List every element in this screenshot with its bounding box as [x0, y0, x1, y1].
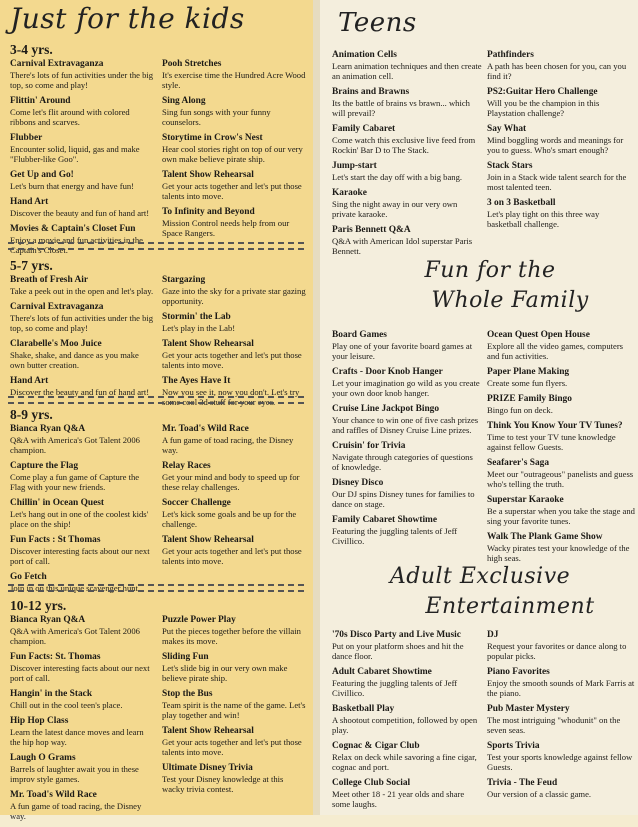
activity-item — [10, 790, 155, 821]
activity-item — [162, 59, 307, 90]
activity-item — [162, 726, 307, 757]
activity-title: Flittin' Around — [10, 96, 71, 106]
activity-title: Carnival Extravaganza — [10, 302, 104, 312]
activity-description: Explore all the video games, computers and fun activities. — [487, 341, 624, 361]
activity-title: Talent Show Rehearsal — [162, 726, 254, 736]
age-heading-8-9: 8-9 yrs. — [10, 407, 53, 422]
age-heading-5-7: 5-7 yrs. — [10, 258, 53, 273]
activity-title: Capture the Flag — [10, 461, 79, 471]
activity-title: Walk The Plank Game Show — [487, 532, 603, 542]
activity-description: Bingo fun on deck. — [487, 405, 553, 415]
kids-5-7-right — [162, 275, 307, 413]
activity-title: Puzzle Power Play — [162, 615, 236, 625]
activity-title: Adult Cabaret Showtime — [332, 667, 432, 677]
teens-heading: Teens — [338, 8, 417, 38]
teens-left — [332, 50, 482, 262]
activity-item — [332, 630, 482, 661]
family-heading — [370, 256, 610, 316]
activity-description: The most intriguing "whodunit" on the seven seas. — [487, 715, 621, 735]
activity-item — [332, 367, 482, 398]
activity-description: Gaze into the sky for a private star gazing opportunity. — [162, 286, 306, 306]
activity-item — [10, 716, 155, 747]
activity-item — [10, 376, 155, 397]
activity-item — [162, 615, 307, 646]
activity-title: 3 on 3 Basketball — [487, 198, 556, 208]
activity-description: Mission Control needs help from our Space Rangers. — [162, 218, 290, 238]
activity-description: Get your acts together and let's put those talents into move. — [162, 546, 302, 566]
activity-title: Fun Facts : St Thomas — [10, 535, 101, 545]
activity-title: Family Cabaret — [332, 124, 396, 134]
activity-title: Family Cabaret Showtime — [332, 515, 438, 525]
kids-5-7-left — [10, 275, 155, 403]
activity-description: Come let's flit around with colored ribbons and scarves. — [10, 107, 130, 127]
activity-item — [487, 161, 635, 192]
family-left — [332, 330, 482, 552]
activity-title: Paris Bennett Q&A — [332, 225, 411, 235]
activity-item — [162, 689, 307, 720]
activity-description: Mind boggling words and meanings for you to guess. Who's smart enough? — [487, 135, 624, 155]
activity-item — [487, 124, 635, 155]
activity-item — [332, 778, 482, 809]
activity-title: Carnival Extravaganza — [10, 59, 104, 69]
activity-item — [487, 198, 635, 229]
activity-description: Play one of your favorite board games at your leisure. — [332, 341, 473, 361]
activity-item — [10, 302, 155, 333]
activity-item — [332, 667, 482, 698]
activity-title: Trivia - The Feud — [487, 778, 558, 788]
activity-title: Jump-start — [332, 161, 377, 171]
activity-description: Get your acts together and let's put those talents into move. — [162, 181, 302, 201]
activity-description: Get your mind and body to speed up for these relay challenges. — [162, 472, 300, 492]
activity-item — [10, 424, 155, 455]
activity-description: Featuring the juggling talents of Jeff Civillico. — [332, 526, 458, 546]
activity-item — [10, 461, 155, 492]
activity-description: Will you be the champion in this Playstation challenge? — [487, 98, 600, 118]
activity-description: Let's play in the Lab! — [162, 323, 236, 333]
activity-item — [332, 741, 482, 772]
activity-description: Put on your platform shoes and hit the dance floor. — [332, 641, 464, 661]
activity-description: Test your sports knowledge against fellow Guests. — [487, 752, 633, 772]
activity-description: A shootout competition, followed by open play. — [332, 715, 478, 735]
activity-item — [487, 741, 635, 772]
activity-description: Meet our "outrageous" panelists and guess who's telling the truth. — [487, 469, 634, 489]
activity-title: Stop the Bus — [162, 689, 213, 699]
activity-item — [10, 96, 155, 127]
activity-title: Chillin' in Ocean Quest — [10, 498, 105, 508]
activity-item — [10, 339, 155, 370]
family-right — [487, 330, 635, 569]
teens-right — [487, 50, 635, 235]
activity-title: PS2:Guitar Hero Challenge — [487, 87, 598, 97]
activity-title: Soccer Challenge — [162, 498, 231, 508]
activity-description: Your chance to win one of five cash prizes and raffles of Disney Cruise Line prizes. — [332, 415, 479, 435]
activity-title: Seafarer's Saga — [487, 458, 550, 468]
activity-title: Flubber — [10, 133, 43, 143]
activity-title: Mr. Toad's Wild Race — [10, 790, 97, 800]
activity-title: Cruise Line Jackpot Bingo — [332, 404, 440, 414]
activity-item — [332, 87, 482, 118]
activity-description: Create some fun flyers. — [487, 378, 568, 388]
activity-item — [332, 225, 482, 256]
activity-description: Barrels of laughter await you in these improv style games. — [10, 764, 139, 784]
activity-description: Come play a fun game of Capture the Flag with your new friends. — [10, 472, 140, 492]
activity-description: Sing fun songs with your funny counselors. — [162, 107, 271, 127]
activity-item — [162, 535, 307, 566]
activity-item — [162, 424, 307, 455]
activity-description: Featuring the juggling talents of Jeff Civillico. — [332, 678, 458, 698]
activity-title: Talent Show Rehearsal — [162, 170, 254, 180]
activity-item — [10, 535, 155, 566]
activity-title: Pooh Stretches — [162, 59, 222, 69]
activity-description: Team spirit is the name of the game. Let's play together and win! — [162, 700, 306, 720]
activity-description: Its the battle of brains vs brawn... which will prevail? — [332, 98, 470, 118]
activity-item — [487, 394, 635, 415]
activity-description: Let your imagination go wild as you create your own door knob hanger. — [332, 378, 480, 398]
activity-title: Piano Favorites — [487, 667, 550, 677]
activity-item — [10, 197, 155, 218]
activity-item — [10, 59, 155, 90]
activity-title: '70s Disco Party and Live Music — [332, 630, 461, 640]
activity-title: Stack Stars — [487, 161, 533, 171]
activity-title: The Ayes Have It — [162, 376, 231, 386]
activity-item — [10, 170, 155, 191]
kids-3-4-right — [162, 59, 307, 244]
age-heading-10-12: 10-12 yrs. — [10, 598, 67, 613]
activity-item — [487, 532, 635, 563]
activity-description: It's exercise time the Hundred Acre Wood style. — [162, 70, 306, 90]
activity-title: Say What — [487, 124, 527, 134]
section-divider — [8, 242, 304, 250]
activity-description: Put the pieces together before the villain makes its move. — [162, 626, 301, 646]
activity-description: Our version of a classic game. — [487, 789, 592, 799]
activity-title: Ocean Quest Open House — [487, 330, 590, 340]
activity-item — [162, 763, 307, 794]
activity-description: Come watch this exclusive live feed from Rockin' Bar D to The Stack. — [332, 135, 476, 155]
activity-description: Shake, shake, and dance as you make own butter creation. — [10, 350, 139, 370]
activity-item — [487, 421, 635, 452]
activity-description: Learn animation techniques and then create an animation cell. — [332, 61, 482, 81]
activity-item — [10, 615, 155, 646]
section-divider — [8, 396, 304, 404]
activity-title: Movies & Captain's Closet Fun — [10, 224, 136, 234]
activity-title: Bianca Ryan Q&A — [10, 424, 86, 434]
activity-title: To Infinity and Beyond — [162, 207, 255, 217]
activity-description: Navigate through categories of questions of knowledge. — [332, 452, 473, 472]
activity-description: A path has been chosen for you, can you find it? — [487, 61, 627, 81]
activity-title: Stargazing — [162, 275, 206, 285]
activity-description: Discover the beauty and fun of hand art! — [10, 208, 150, 218]
activity-description: Now you see it, now you don't. Let's try some cool 3d stuff for your eyes. — [162, 387, 300, 407]
activity-title: Crafts - Door Knob Hanger — [332, 367, 443, 377]
activity-title: Board Games — [332, 330, 387, 340]
activity-description: Q&A with America's Got Talent 2006 champion. — [10, 626, 140, 646]
activity-item — [487, 367, 635, 388]
activity-description: Chill out in the cool teen's place. — [10, 700, 123, 710]
activity-item — [162, 96, 307, 127]
activity-item — [10, 689, 155, 710]
activity-description: Q&A with American Idol superstar Paris Bennett. — [332, 236, 473, 256]
activity-description: There's lots of fun activities under the big top, so come and play! — [10, 70, 154, 90]
activity-description: Let's burn that energy and have fun! — [10, 181, 135, 191]
age-heading-3-4: 3-4 yrs. — [10, 42, 53, 57]
activity-item — [162, 275, 307, 306]
activity-description: There's lots of fun activities under the big top, so come and play! — [10, 313, 154, 333]
activity-item — [10, 275, 155, 296]
kids-heading: Just for the kids — [10, 2, 245, 35]
activity-item — [10, 753, 155, 784]
adult-heading — [350, 562, 610, 622]
activity-title: Sliding Fun — [162, 652, 209, 662]
activity-title: Pub Master Mystery — [487, 704, 570, 714]
family-heading-line1: Fun for the — [424, 258, 556, 283]
activity-description: Let's start the day off with a big bang. — [332, 172, 463, 182]
activity-title: Superstar Karaoke — [487, 495, 564, 505]
activity-item — [10, 133, 155, 164]
kids-10-12-left — [10, 615, 155, 827]
activity-title: Fun Facts: St. Thomas — [10, 652, 101, 662]
activity-description: Get your acts together and let's put those talents into move. — [162, 350, 302, 370]
activity-title: Talent Show Rehearsal — [162, 339, 254, 349]
activity-item — [10, 224, 155, 255]
activity-description: Meet other 18 - 21 year olds and share some laughs. — [332, 789, 465, 809]
activity-item — [162, 339, 307, 370]
activity-title: Bianca Ryan Q&A — [10, 615, 86, 625]
activity-description: Encounter solid, liquid, gas and make "Flubber-like Goo". — [10, 144, 140, 164]
activity-description: A fun game of toad racing, the Disney way. — [10, 801, 142, 821]
right-panel — [320, 0, 638, 815]
activity-title: Laugh O Grams — [10, 753, 76, 763]
activity-title: Cruisin' for Trivia — [332, 441, 406, 451]
activity-title: Disney Disco — [332, 478, 384, 488]
activity-description: Enjoy a movie and fun activities in the Captain's Closet. — [10, 235, 143, 255]
activity-title: Talent Show Rehearsal — [162, 535, 254, 545]
activity-description: Hear cool stories right on top of our very own make believe pirate ship. — [162, 144, 303, 164]
kids-8-9-left — [10, 424, 155, 599]
adult-left — [332, 630, 482, 815]
activity-item — [10, 652, 155, 683]
activity-item — [162, 170, 307, 201]
activity-title: Ultimate Disney Trivia — [162, 763, 253, 773]
kids-8-9-right — [162, 424, 307, 572]
activity-description: Join in a Stack wide talent search for the most talented teen. — [487, 172, 627, 192]
activity-description: Relax on deck while savoring a fine cigar, cognac and port. — [332, 752, 477, 772]
activity-title: Sports Trivia — [487, 741, 540, 751]
activity-title: Go Fetch — [10, 572, 47, 582]
activity-item — [332, 161, 482, 182]
activity-title: PRIZE Family Bingo — [487, 394, 572, 404]
activity-item — [162, 133, 307, 164]
activity-description: Our DJ spins Disney tunes for families to dance on stage. — [332, 489, 475, 509]
activity-description: Wacky pirates test your knowledge of the high seas. — [487, 543, 630, 563]
activity-item — [332, 330, 482, 361]
activity-title: Hand Art — [10, 376, 49, 386]
activity-title: Relay Races — [162, 461, 211, 471]
activity-description: Let's kick some goals and be up for the challenge. — [162, 509, 297, 529]
kids-panel — [0, 0, 313, 821]
activity-item — [487, 50, 635, 81]
activity-description: Discover interesting facts about our next port of call. — [10, 546, 150, 566]
activity-item — [487, 495, 635, 526]
activity-item — [332, 50, 482, 81]
page-gutter — [313, 0, 320, 815]
activity-item — [332, 404, 482, 435]
activity-description: Join in on this unique scavenger hunt. — [10, 583, 141, 593]
activity-item — [332, 188, 482, 219]
activity-title: Storytime in Crow's Nest — [162, 133, 263, 143]
activity-title: Clarabelle's Moo Juice — [10, 339, 102, 349]
activity-title: Pathfinders — [487, 50, 534, 60]
activity-item — [487, 667, 635, 698]
activity-description: Request your favorites or dance along to popular picks. — [487, 641, 627, 661]
activity-title: Hand Art — [10, 197, 49, 207]
activity-item — [487, 458, 635, 489]
activity-title: Breath of Fresh Air — [10, 275, 89, 285]
activity-title: Hangin' in the Stack — [10, 689, 93, 699]
activity-title: Stormin' the Lab — [162, 312, 231, 322]
activity-description: Sing the night away in our very own private karaoke. — [332, 199, 458, 219]
activity-title: Paper Plane Making — [487, 367, 570, 377]
activity-item — [162, 207, 307, 238]
activity-item — [162, 498, 307, 529]
activity-item — [332, 478, 482, 509]
section-divider — [8, 584, 304, 592]
activity-title: Cognac & Cigar Club — [332, 741, 420, 751]
kids-10-12-right — [162, 615, 307, 800]
activity-item — [332, 124, 482, 155]
activity-title: Karaoke — [332, 188, 367, 198]
activity-item — [10, 498, 155, 529]
activity-item — [332, 704, 482, 735]
activity-title: Animation Cells — [332, 50, 397, 60]
activity-title: Basketball Play — [332, 704, 395, 714]
activity-description: Discover interesting facts about our next port of call. — [10, 663, 150, 683]
activity-description: Learn the latest dance moves and learn the hip hop way. — [10, 727, 144, 747]
activity-item — [162, 652, 307, 683]
activity-title: College Club Social — [332, 778, 411, 788]
activity-title: Brains and Brawns — [332, 87, 410, 97]
adult-heading-line1: Adult Exclusive — [389, 564, 571, 589]
activity-description: Enjoy the smooth sounds of Mark Farris at the piano. — [487, 678, 635, 698]
activity-item — [162, 461, 307, 492]
activity-description: Test your Disney knowledge at this wacky trivia contest. — [162, 774, 284, 794]
activity-item — [487, 330, 635, 361]
activity-title: Mr. Toad's Wild Race — [162, 424, 249, 434]
activity-description: Time to test your TV tune knowledge against fellow Guests. — [487, 432, 616, 452]
activity-title: Think You Know Your TV Tunes? — [487, 421, 623, 431]
activity-description: Let's play tight on this three way basketball challenge. — [487, 209, 600, 229]
activity-description: Discover the beauty and fun of hand art! — [10, 387, 150, 397]
activity-description: A fun game of toad racing, the Disney way. — [162, 435, 294, 455]
activity-item — [332, 515, 482, 546]
activity-item — [487, 87, 635, 118]
family-heading-line2: Whole Family — [431, 288, 589, 313]
activity-item — [162, 312, 307, 333]
activity-item — [332, 441, 482, 472]
adult-right — [487, 630, 635, 805]
activity-title: DJ — [487, 630, 499, 640]
activity-description: Let's hang out in one of the coolest kids' place on the ship! — [10, 509, 149, 529]
activity-description: Get your acts together and let's put those talents into move. — [162, 737, 302, 757]
activity-item — [487, 704, 635, 735]
activity-item — [487, 630, 635, 661]
activity-title: Get Up and Go! — [10, 170, 74, 180]
activity-description: Q&A with America's Got Talent 2006 champion. — [10, 435, 140, 455]
activity-description: Take a peek out in the open and let's play. — [10, 286, 154, 296]
activity-item — [487, 778, 635, 799]
activity-title: Sing Along — [162, 96, 206, 106]
activity-description: Let's slide big in our very own make believe pirate ship. — [162, 663, 288, 683]
activity-title: Hip Hop Class — [10, 716, 69, 726]
activity-description: Be a superstar when you take the stage and sing your favorite tunes. — [487, 506, 635, 526]
adult-heading-line2: Entertainment — [425, 594, 595, 619]
kids-3-4-left — [10, 59, 155, 261]
